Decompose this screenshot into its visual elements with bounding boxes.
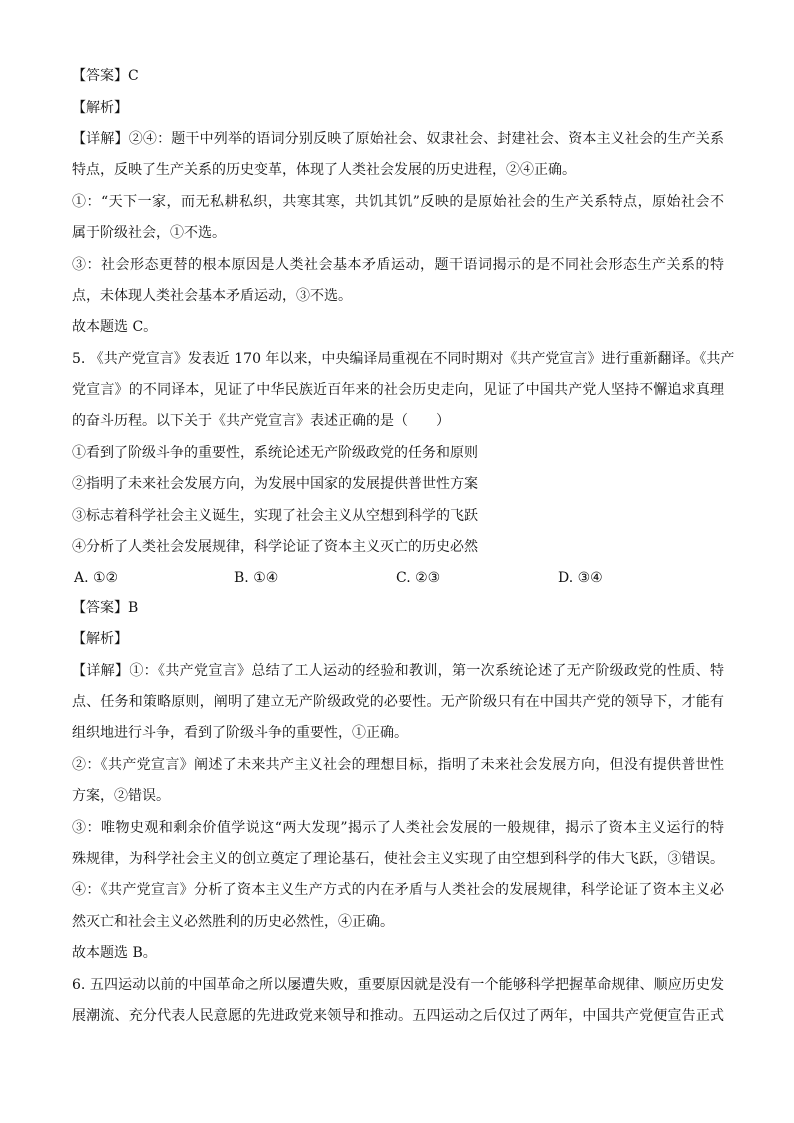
statement-item: ②指明了未来社会发展方向，为发展中国家的发展提供普世性方案	[72, 476, 478, 492]
analysis-label-q5: 【解析】	[72, 631, 128, 647]
explanation-text: 殊规律，为科学社会主义的创立奠定了理论基石，使社会主义实现了由空想到科学的伟大飞跃，③错误。	[72, 851, 724, 867]
explanation-text: ①：“天下一家，而无私耕私织，共寒其寒，共饥其饥”反映的是原始社会的生产关系特点，原始社会不	[72, 194, 724, 210]
conclusion-text: 故本题选 C。	[72, 319, 158, 335]
statement-item: ①看到了阶级斗争的重要性，系统论述无产阶级政党的任务和原则	[72, 445, 478, 461]
explanation-text: 属于阶级社会，①不选。	[72, 225, 226, 241]
explanation-text: 组织地进行斗争，看到了阶级斗争的重要性，①正确。	[72, 725, 408, 741]
analysis-label-q4: 【解析】	[72, 100, 128, 116]
option-b: B. ①④	[234, 570, 279, 586]
question-6-stem: 6. 五四运动以前的中国革命之所以屡遭失败，重要原因就是没有一个能够科学把握革命规律、顺应历史发	[72, 977, 724, 993]
explanation-text: 点、任务和策略原则，阐明了建立无产阶级政党的必要性。无产阶级只有在中国共产党的领导下，才能有	[72, 694, 724, 710]
question-5-stem: 5. 《共产党宣言》发表近 170 年以来，中央编译局重视在不同时期对《共产党宣言》进行重新翻译。《共产	[72, 351, 735, 367]
option-a: A. ①②	[74, 570, 119, 586]
conclusion-text: 故本题选 B。	[72, 945, 157, 961]
statement-item: ④分析了人类社会发展规律，科学论证了资本主义灭亡的历史必然	[72, 539, 478, 555]
explanation-text: 【详解】②④：题干中列举的语词分别反映了原始社会、奴隶社会、封建社会、资本主义社会的生产关系	[72, 131, 724, 147]
option-d: D. ③④	[558, 570, 603, 586]
answer-label-q4: 【答案】C	[72, 68, 139, 84]
question-6-stem: 展潮流、充分代表人民意愿的先进政党来领导和推动。五四运动之后仅过了两年，中国共产党便宣告正式	[72, 1008, 724, 1024]
explanation-text: 然灭亡和社会主义必然胜利的历史必然性，④正确。	[72, 914, 394, 930]
answer-label-q5: 【答案】B	[72, 600, 139, 616]
explanation-text: ②：《共产党宣言》阐述了未来共产主义社会的理想目标，指明了未来社会发展方向，但没有提供普世性	[72, 757, 724, 773]
question-5-stem: 的奋斗历程。以下关于《共产党宣言》表述正确的是（ ）	[72, 413, 450, 429]
explanation-text: ③：社会形态更替的根本原因是人类社会基本矛盾运动，题干语词揭示的是不同社会形态生产关系的特	[72, 257, 724, 273]
explanation-text: 点，未体现人类社会基本矛盾运动，③不选。	[72, 288, 352, 304]
question-5-stem: 党宣言》的不同译本，见证了中华民族近百年来的社会历史走向，见证了中国共产党人坚持不懈追求真理	[72, 382, 724, 398]
explanation-text: 方案，②错误。	[72, 788, 170, 804]
explanation-text: ④：《共产党宣言》分析了资本主义生产方式的内在矛盾与人类社会的发展规律，科学论证了资本主义必	[72, 882, 724, 898]
option-c: C. ②③	[396, 570, 441, 586]
explanation-text: 特点，反映了生产关系的历史变革，体现了人类社会发展的历史进程，②④正确。	[72, 162, 576, 178]
explanation-text: 【详解】①：《共产党宣言》总结了工人运动的经验和教训，第一次系统论述了无产阶级政党的性质、特	[72, 663, 724, 679]
statement-item: ③标志着科学社会主义诞生，实现了社会主义从空想到科学的飞跃	[72, 508, 478, 524]
explanation-text: ③：唯物史观和剩余价值学说这“两大发现”揭示了人类社会发展的一般规律，揭示了资本主义运行的特	[72, 820, 724, 836]
